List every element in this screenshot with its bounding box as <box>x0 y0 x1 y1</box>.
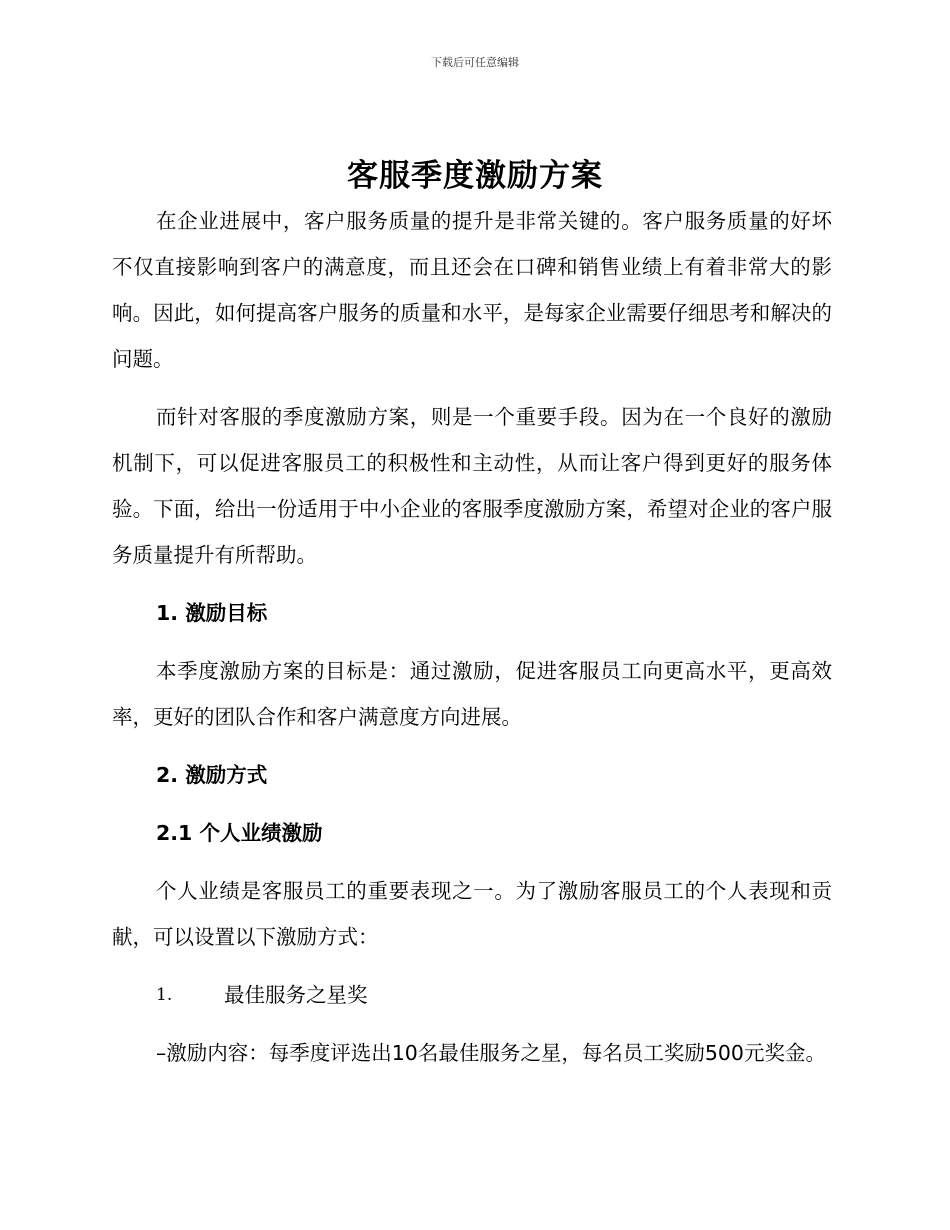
goal-paragraph: 本季度激励方案的目标是：通过激励，促进客服员工向更高水平，更高效率，更好的团队合作和客户满意度方向进展。 <box>112 659 832 729</box>
document-body <box>112 198 832 1088</box>
header-note: 下载后可任意编辑 <box>431 56 519 69</box>
personal-paragraph: 个人业绩是客服员工的重要表现之一。为了激励客服员工的个人表现和贡献，可以设置以下激励方式： <box>112 879 832 949</box>
heading-goal: 1. 激励目标 <box>156 601 268 625</box>
heading-personal: 2.1 个人业绩激励 <box>156 821 323 845</box>
document-title: 客服季度激励方案 <box>347 158 603 194</box>
list-item <box>112 972 832 1018</box>
list-item-number: 1. <box>156 985 173 1005</box>
intro-paragraph-2: 而针对客服的季度激励方案，则是一个重要手段。因为在一个良好的激励机制下，可以促进客服员工的积极性和主动性，从而让客户得到更好的服务体验。下面，给出一份适用于中小企业的客服季度激励方案，希望对企业的客户服务质量提升有所帮助。 <box>112 405 832 567</box>
heading-method: 2. 激励方式 <box>156 763 268 787</box>
list-item-label: 最佳服务之星奖 <box>224 983 368 1007</box>
award-content-paragraph: –激励内容：每季度评选出10名最佳服务之星，每名员工奖励500元奖金。 <box>156 1041 826 1065</box>
intro-paragraph-1: 在企业进展中，客户服务质量的提升是非常关键的。客户服务质量的好坏不仅直接影响到客户的满意度，而且还会在口碑和销售业绩上有着非常大的影响。因此，如何提高客户服务的质量和水平，是每家企业需要仔细思考和解决的问题。 <box>112 209 832 371</box>
